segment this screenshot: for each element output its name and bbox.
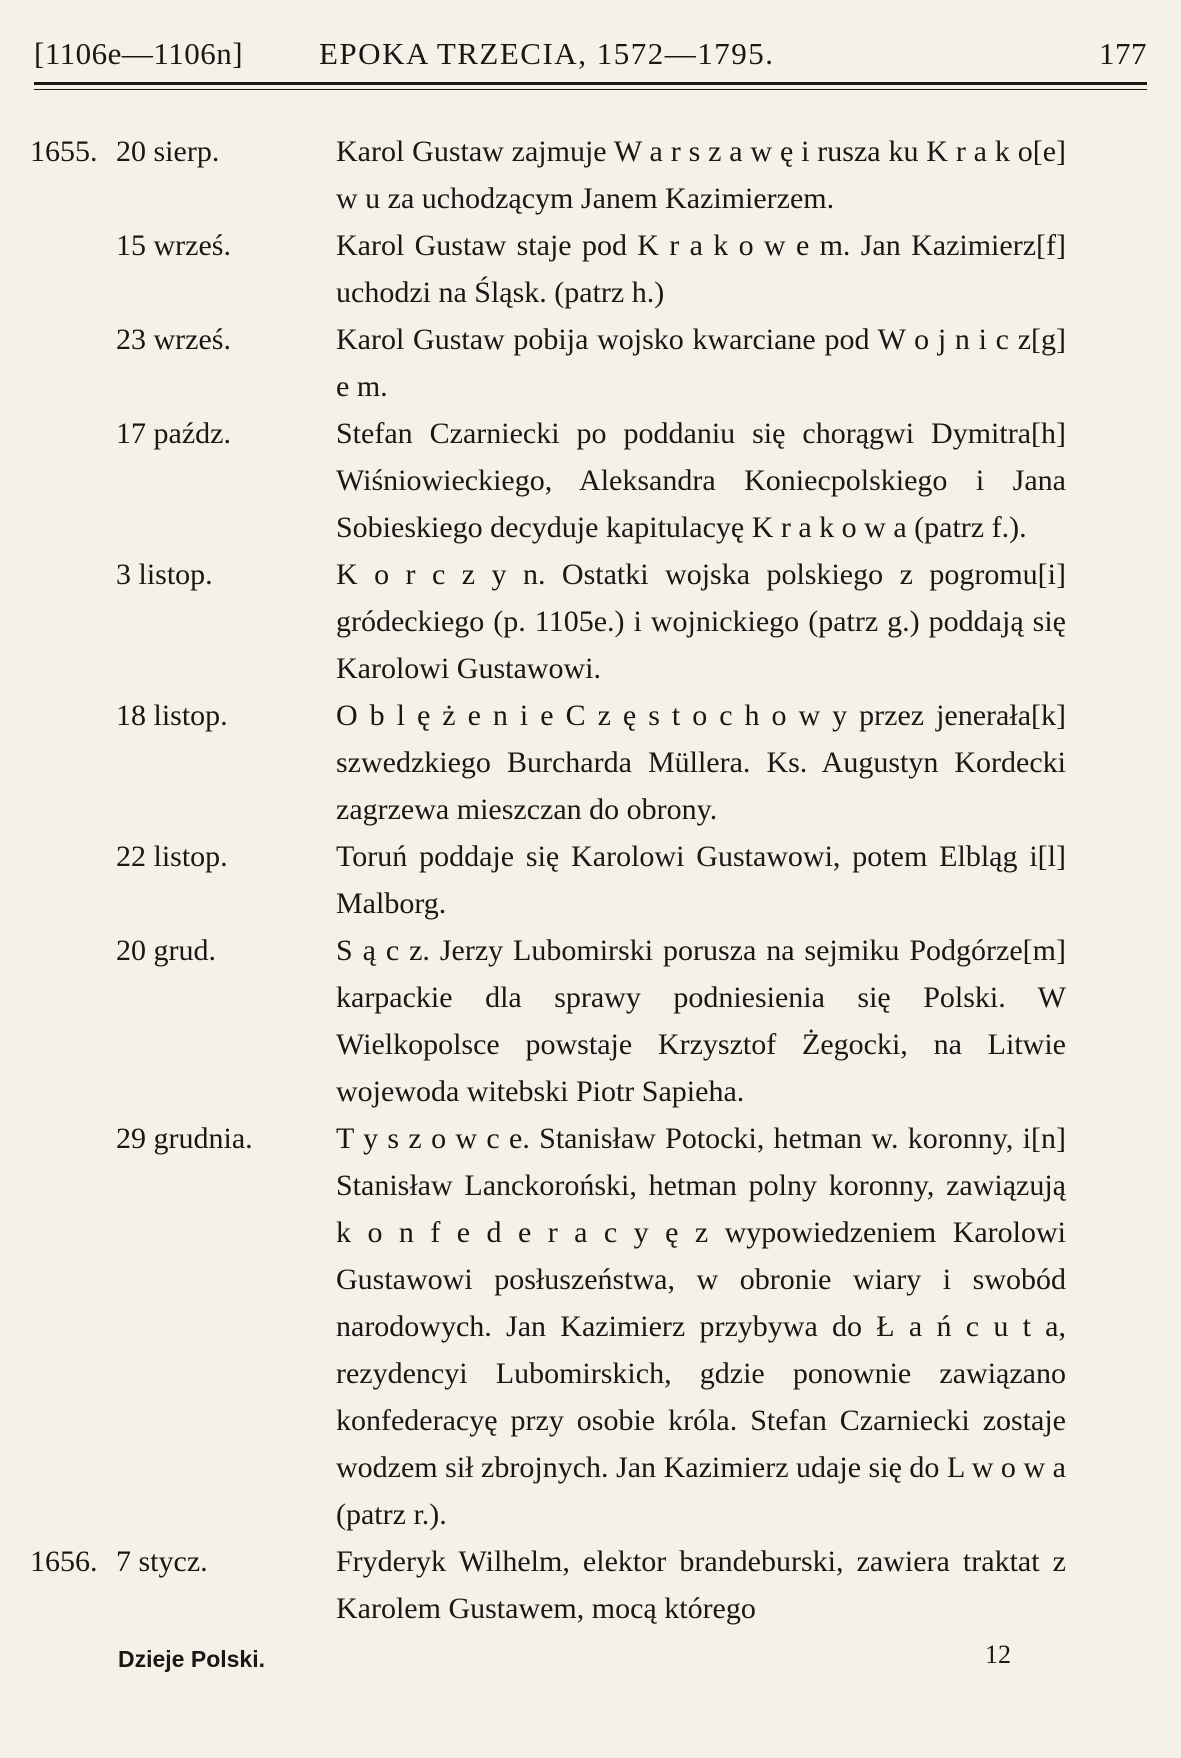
chronology-entry <box>30 692 1066 833</box>
entry-date <box>30 316 330 363</box>
running-title: EPOKA TRZECIA, 1572—1795. <box>319 36 775 71</box>
entry-date <box>30 1538 330 1585</box>
entry-day-month: 20 sierp. <box>116 135 220 168</box>
entry-reference-tag: [i] <box>1037 558 1066 591</box>
chronology-entry <box>30 1538 1066 1632</box>
chronology-entry <box>30 222 1066 316</box>
entry-text-block <box>336 833 1066 927</box>
entry-text: Fryderyk Wilhelm, elektor brandeburski, zawiera traktat z Karolem Gustawem, mocą którego <box>336 1545 1066 1625</box>
entry-text-block <box>336 1115 1066 1538</box>
chronology-entry <box>30 316 1066 410</box>
entry-text-block <box>336 692 1066 833</box>
entry-text-block <box>336 128 1066 222</box>
entry-day-month: 17 paźdz. <box>116 417 231 450</box>
entry-text: S ą c z. Jerzy Lubomirski porusza na sejmiku Podgórze karpackie dla sprawy podniesienia się Polski. W Wielkopolsce powstaje Krzysztof Żegocki, na Litwie wojewoda witebski Piotr Sapieha. <box>336 934 1066 1108</box>
entry-date <box>30 927 330 974</box>
entry-reference-tag: [n] <box>1031 1122 1066 1155</box>
entry-day-month: 23 wrześ. <box>116 323 231 356</box>
entry-date <box>30 410 330 457</box>
entry-date <box>30 222 330 269</box>
entry-day-month: 20 grud. <box>116 934 216 967</box>
footer-source-title: Dzieje Polski. <box>118 1646 266 1672</box>
entry-text-block <box>336 316 1066 410</box>
entry-day-month: 3 listop. <box>116 558 213 591</box>
entry-text: Stefan Czarniecki po poddaniu się chorągwi Dymitra Wiśniowieckiego, Aleksandra Koniecpolskiego i Jana Sobieskiego decyduje kapitulacyę K r a k o w a (patrz f.). <box>336 417 1066 544</box>
entry-date <box>30 128 330 175</box>
entry-text-block <box>336 1538 1066 1632</box>
entry-text: Karol Gustaw staje pod K r a k o w e m. Jan Kazimierz uchodzi na Śląsk. (patrz h.) <box>336 229 1037 309</box>
entry-date <box>30 833 330 880</box>
entry-date <box>30 1115 330 1162</box>
entry-text: T y s z o w c e. Stanisław Potocki, hetman w. koronny, i Stanisław Lanckoroński, hetman polny koronny, zawiązują k o n f e d e r a c y ę z wypowiedzeniem Karolowi Gustawowi posłuszeństwa, w obronie wiary i swobód narodowych. Jan Kazimierz przybywa do Ł a ń c u t a, rezydencyi Lubomirskich, gdzie ponownie zawiązano konfederacyę przy osobie króla. Stefan Czarniecki zostaje wodzem sił zbrojnych. Jan Kazimierz udaje się do L w o w a (patrz r.). <box>336 1122 1066 1531</box>
entry-text: Toruń poddaje się Karolowi Gustawowi, potem Elbląg i Malborg. <box>336 840 1038 920</box>
entry-date <box>30 551 330 598</box>
page-footer <box>118 1640 1011 1680</box>
entry-text: O b l ę ż e n i e C z ę s t o c h o w y przez jenerała szwedzkiego Burcharda Müllera. Ks. Augustyn Kordecki zagrzewa mieszczan do obrony. <box>336 699 1066 826</box>
page-number: 177 <box>1099 36 1147 71</box>
entry-text: K o r c z y n. Ostatki wojska polskiego z pogromu gródeckiego (p. 1105e.) i wojnickiego (patrz g.) poddają się Karolowi Gustawowi. <box>336 558 1066 685</box>
entry-text: Karol Gustaw zajmuje W a r s z a w ę i rusza ku K r a k o w u za uchodzącym Janem Kazimierzem. <box>336 135 1033 215</box>
printer-signature: 12 <box>985 1640 1011 1669</box>
running-header <box>34 36 1147 76</box>
chronology-entry <box>30 927 1066 1115</box>
chronology-entry <box>30 1115 1066 1538</box>
entry-text-block <box>336 927 1066 1115</box>
entry-reference-tag: [m] <box>1022 934 1066 967</box>
entry-day-month: 18 listop. <box>116 699 228 732</box>
entry-day-month: 22 listop. <box>116 840 228 873</box>
entry-date <box>30 692 330 739</box>
header-rule-thick <box>34 82 1147 85</box>
entry-reference-tag: [e] <box>1032 135 1066 168</box>
entry-text-block <box>336 410 1066 551</box>
entry-reference-tag: [k] <box>1031 699 1066 732</box>
header-rule-thin <box>34 89 1147 90</box>
entry-reference-tag: [l] <box>1037 840 1066 873</box>
entry-text-block <box>336 551 1066 692</box>
entry-day-month: 29 grudnia. <box>116 1122 253 1155</box>
entry-year: 1655. <box>30 135 98 168</box>
entry-year: 1656. <box>30 1545 98 1578</box>
chronology-entry <box>30 128 1066 222</box>
entry-day-month: 15 wrześ. <box>116 229 231 262</box>
entry-reference-tag: [h] <box>1031 417 1066 450</box>
entry-day-month: 7 stycz. <box>116 1545 208 1578</box>
chronology-entry <box>30 410 1066 551</box>
entry-text: Karol Gustaw pobija wojsko kwarciane pod W o j n i c z e m. <box>336 323 1032 403</box>
chronology-entry <box>30 833 1066 927</box>
section-reference: [1106e—1106n] <box>34 36 244 71</box>
entry-reference-tag: [g] <box>1031 323 1066 356</box>
chronology-entry <box>30 551 1066 692</box>
entry-reference-tag: [f] <box>1036 229 1066 262</box>
entry-text-block <box>336 222 1066 316</box>
chronology-list <box>30 128 1066 1632</box>
